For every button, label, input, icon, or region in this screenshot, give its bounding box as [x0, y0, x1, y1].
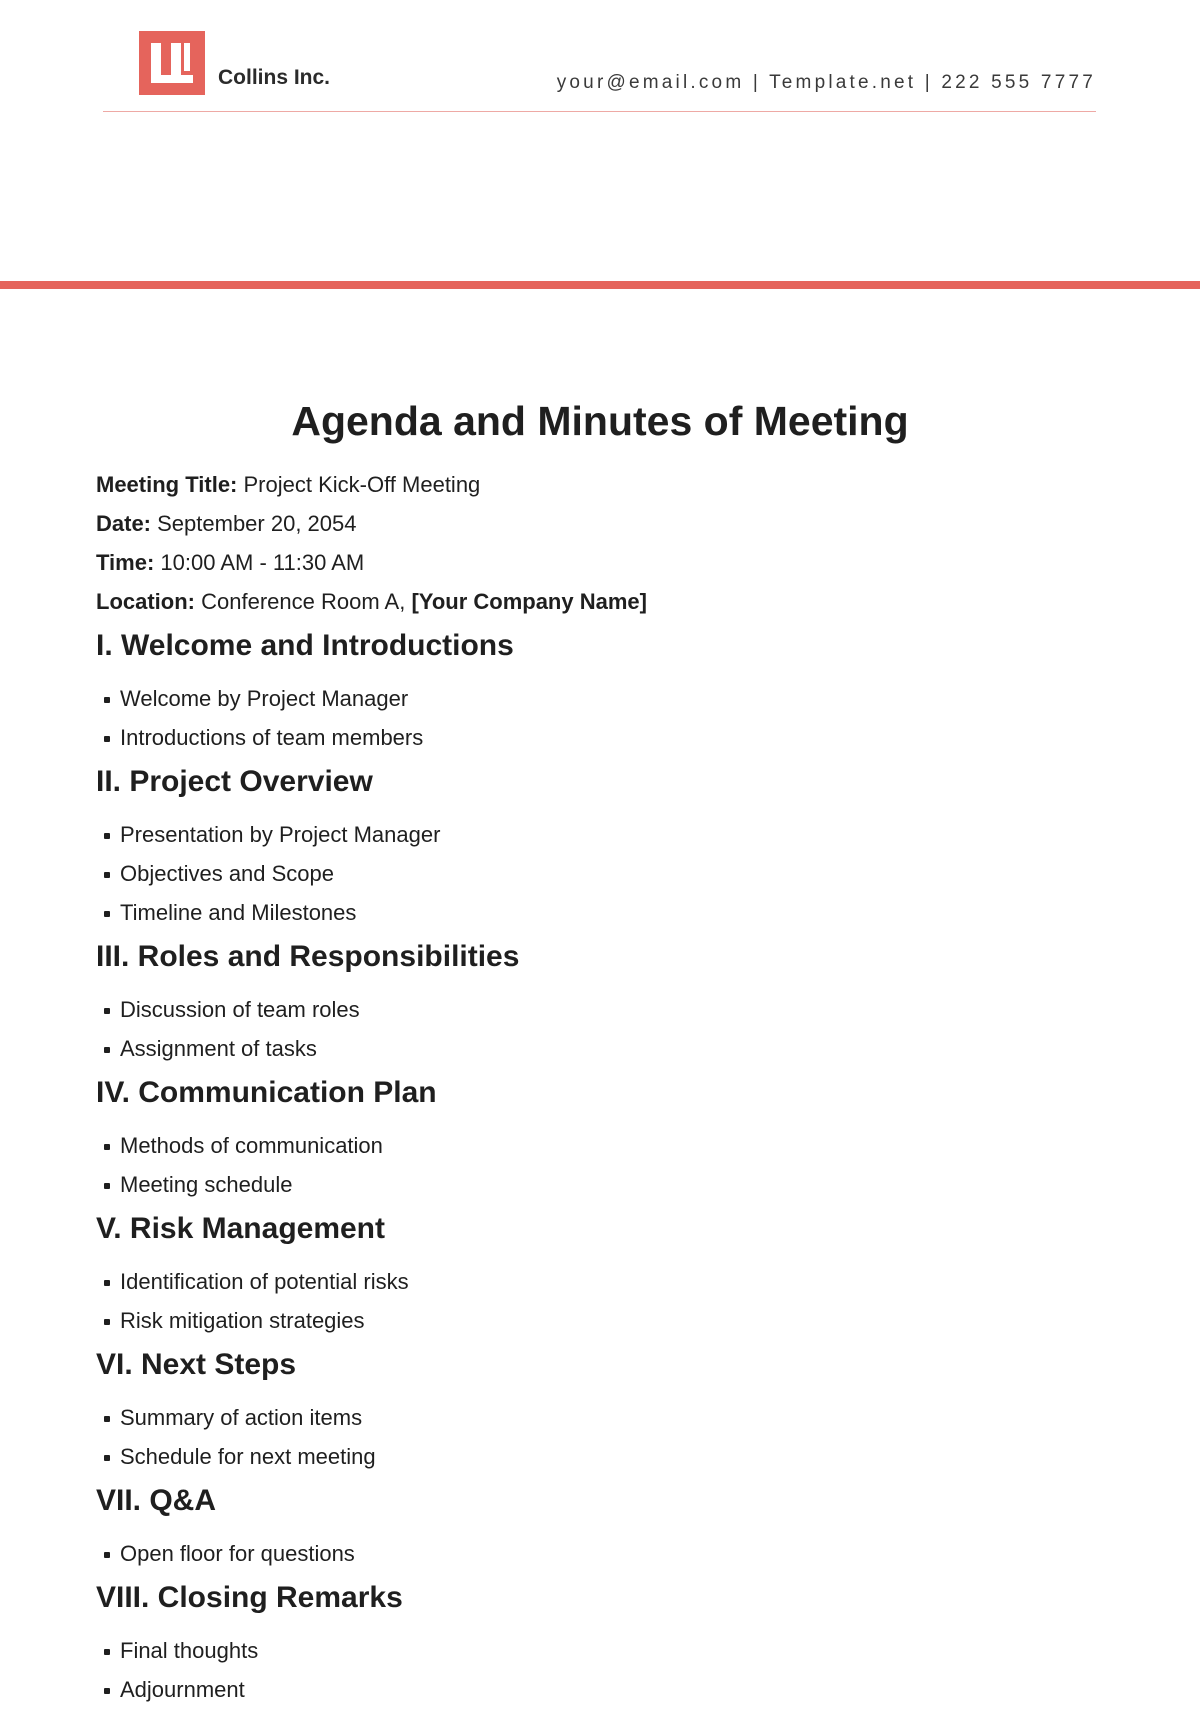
- bullet-icon: [104, 1688, 110, 1694]
- bullet-icon: [104, 911, 110, 917]
- bullet-icon: [104, 1455, 110, 1461]
- bullet-icon: [104, 697, 110, 703]
- agenda-section-8: [96, 1578, 1096, 1714]
- location-company: [Your Company Name]: [411, 589, 647, 614]
- bullet-icon: [104, 1552, 110, 1558]
- document-body: [96, 470, 1096, 1714]
- meeting-title-label: Meeting Title:: [96, 472, 238, 497]
- meeting-title-line: [96, 470, 1096, 509]
- location-label: Location:: [96, 589, 195, 614]
- list-item: Open floor for questions: [96, 1539, 1096, 1578]
- company-name: Collins Inc.: [218, 66, 331, 89]
- list-item: Assignment of tasks: [96, 1034, 1096, 1073]
- bullet-icon: [104, 833, 110, 839]
- date-value: September 20, 2054: [151, 511, 357, 536]
- agenda-section-7: [96, 1481, 1096, 1578]
- section-items: [96, 684, 1096, 762]
- section-items: [96, 820, 1096, 937]
- collins-logo-icon: [139, 31, 205, 95]
- list-item: Welcome by Project Manager: [96, 684, 1096, 723]
- section-items: [96, 1131, 1096, 1209]
- bullet-icon: [104, 872, 110, 878]
- list-item: Final thoughts: [96, 1636, 1096, 1675]
- section-heading: VII. Q&A: [96, 1484, 217, 1517]
- bullet-icon: [104, 1416, 110, 1422]
- bullet-icon: [104, 736, 110, 742]
- agenda-section-5: [96, 1209, 1096, 1345]
- section-items: [96, 995, 1096, 1073]
- accent-divider: [0, 281, 1200, 289]
- list-item: Presentation by Project Manager: [96, 820, 1096, 859]
- section-items: [96, 1636, 1096, 1714]
- bullet-icon: [104, 1047, 110, 1053]
- bullet-icon: [104, 1144, 110, 1150]
- section-heading: VI. Next Steps: [96, 1348, 297, 1381]
- section-heading: III. Roles and Responsibilities: [96, 940, 520, 973]
- list-item: Adjournment: [96, 1675, 1096, 1714]
- time-line: [96, 548, 1096, 587]
- list-item: Methods of communication: [96, 1131, 1096, 1170]
- list-item: Risk mitigation strategies: [96, 1306, 1096, 1345]
- section-items: [96, 1403, 1096, 1481]
- time-label: Time:: [96, 550, 155, 575]
- bullet-icon: [104, 1008, 110, 1014]
- time-value: 10:00 AM - 11:30 AM: [154, 550, 365, 575]
- list-item: Schedule for next meeting: [96, 1442, 1096, 1481]
- agenda-section-6: [96, 1345, 1096, 1481]
- list-item: Meeting schedule: [96, 1170, 1096, 1209]
- agenda-section-4: [96, 1073, 1096, 1209]
- list-item: Discussion of team roles: [96, 995, 1096, 1034]
- location-line: [96, 587, 1096, 626]
- agenda-section-3: [96, 937, 1096, 1073]
- section-heading: V. Risk Management: [96, 1212, 385, 1245]
- document-title: Agenda and Minutes of Meeting: [291, 398, 909, 444]
- section-items: [96, 1539, 1096, 1578]
- bullet-icon: [104, 1319, 110, 1325]
- list-item: Objectives and Scope: [96, 859, 1096, 898]
- location-value: Conference Room A,: [195, 589, 412, 614]
- section-heading: IV. Communication Plan: [96, 1076, 437, 1109]
- agenda-section-1: [96, 626, 1096, 762]
- date-line: [96, 509, 1096, 548]
- meeting-title-value: Project Kick-Off Meeting: [237, 472, 481, 497]
- list-item: Timeline and Milestones: [96, 898, 1096, 937]
- page-header: [103, 30, 1096, 112]
- section-heading: I. Welcome and Introductions: [96, 629, 514, 662]
- list-item: Introductions of team members: [96, 723, 1096, 762]
- bullet-icon: [104, 1649, 110, 1655]
- list-item: Summary of action items: [96, 1403, 1096, 1442]
- section-items: [96, 1267, 1096, 1345]
- section-heading: II. Project Overview: [96, 765, 373, 798]
- date-label: Date:: [96, 511, 152, 536]
- bullet-icon: [104, 1280, 110, 1286]
- agenda-section-2: [96, 762, 1096, 937]
- section-heading: VIII. Closing Remarks: [96, 1581, 403, 1614]
- list-item: Identification of potential risks: [96, 1267, 1096, 1306]
- bullet-icon: [104, 1183, 110, 1189]
- contact-info: your@email.com | Template.net | 222 555 7777: [556, 72, 1096, 93]
